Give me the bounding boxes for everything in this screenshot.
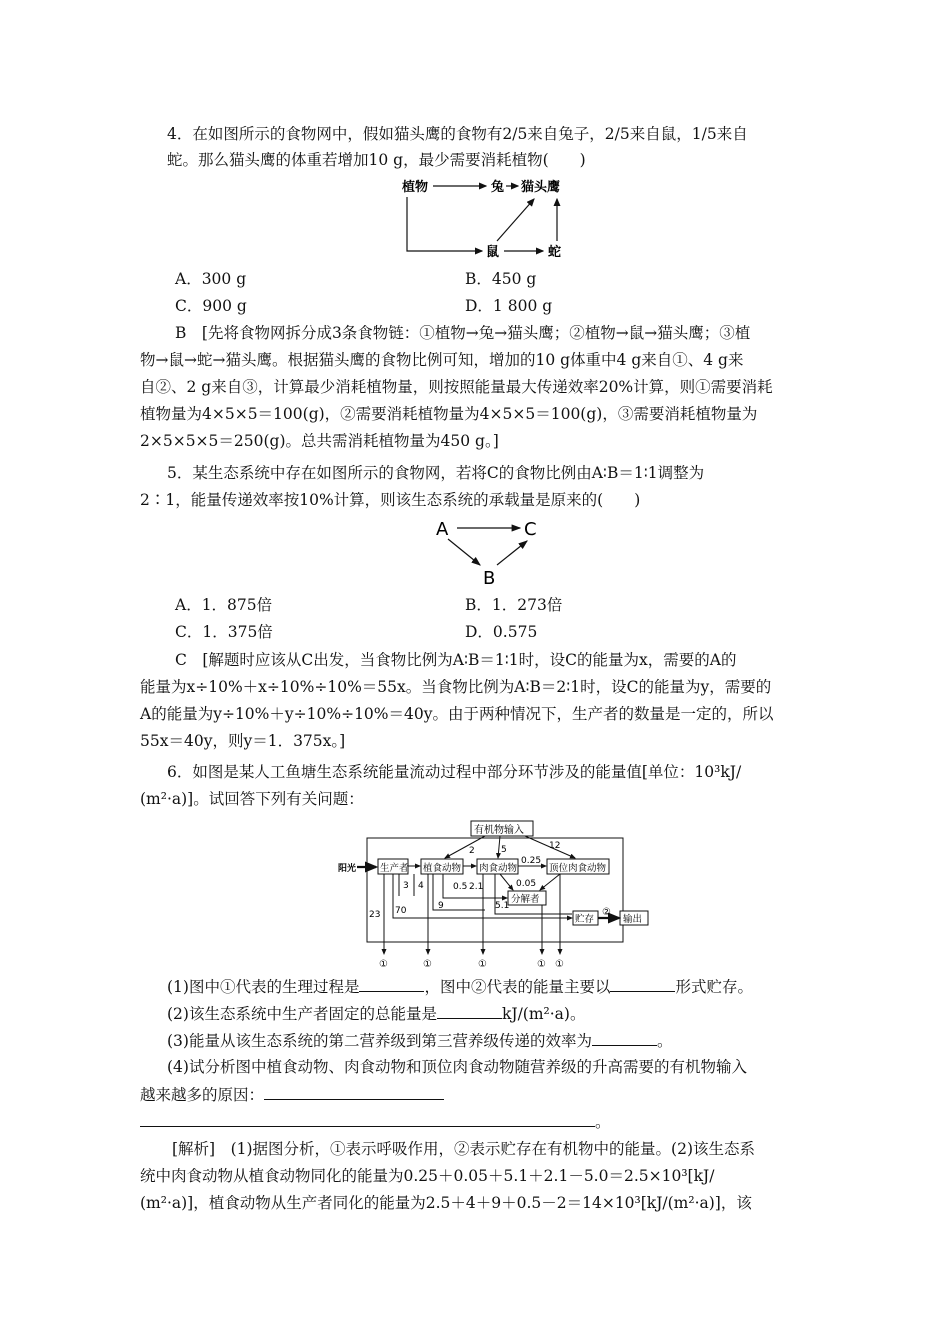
q6-sub4-blank1[interactable] — [264, 1081, 444, 1100]
value-3: 3 — [403, 881, 409, 891]
arrow-mouse-owl — [497, 199, 534, 241]
q6-sub4-line2 — [140, 1081, 444, 1108]
node-b: B — [483, 568, 496, 589]
decomposer-label: 分解者 — [511, 894, 540, 905]
value-025: 0.25 — [521, 856, 542, 866]
arrow-plant-mouse — [407, 197, 482, 251]
q6-sub1 — [167, 973, 753, 1000]
q4-stem-line1: 4．在如图所示的食物网中，假如猫头鹰的食物有2/5来自兔子，2/5来自鼠，1/5来自 — [167, 125, 748, 143]
q6-sub4-line3 — [140, 1108, 611, 1135]
circle1-a: ① — [379, 959, 388, 970]
storage-label: 贮存 — [575, 914, 595, 925]
circle1-b: ① — [423, 959, 432, 970]
q6-energy-flow-diagram — [335, 818, 643, 970]
circle2-label: ② — [602, 907, 611, 918]
q6-sub2-blank[interactable] — [437, 1000, 502, 1019]
value-05: 0.5 — [453, 882, 468, 892]
node-owl: 猫头鹰 — [521, 180, 561, 195]
arrow-input-herbivore — [445, 836, 485, 858]
q6-sub4-end: 。 — [595, 1113, 611, 1131]
q4-answer-line1: B [先将食物网拆分成3条食物链：①植物→兔→猫头鹰；②植物→鼠→猫头鹰；③植 — [175, 324, 751, 342]
q6-sub3-blank[interactable] — [592, 1027, 657, 1046]
arrow-input-carnivore — [498, 836, 500, 858]
q4-option-c: C．900 g — [175, 297, 247, 315]
q6-sub1-blank1[interactable] — [359, 973, 424, 992]
circle1-d: ① — [537, 959, 546, 970]
value-4: 4 — [418, 881, 424, 891]
q5-answer-line3: A的能量为y÷10%＋y÷10%÷10%＝40y。由于两种情况下，生产者的数量是一定的，所以 — [140, 705, 774, 723]
q6-sub1-text-c: 形式贮存。 — [675, 978, 753, 996]
q4-option-a: A．300 g — [175, 270, 247, 288]
q5-stem-line1: 5．某生态系统中存在如图所示的食物网，若将C的食物比例由A∶B＝1∶1调整为 — [167, 464, 705, 482]
q6-sub3-text-a: (3)能量从该生态系统的第二营养级到第三营养级传递的效率为 — [167, 1032, 592, 1050]
node-a: A — [436, 519, 449, 540]
q6-analysis-line1: [解析] (1)据图分析，①表示呼吸作用，②表示贮存在有机物中的能量。(2)该生态系 — [172, 1140, 756, 1158]
q5-answer-line4: 55x＝40y，则y＝1．375x。] — [140, 732, 346, 750]
value-21: 2.1 — [469, 882, 484, 892]
circle1-c: ① — [478, 959, 487, 970]
q4-answer-line2: 物→鼠→蛇→猫头鹰。根据猫头鹰的食物比例可知，增加的10 g体重中4 g来自①、4 g来 — [140, 351, 744, 369]
q6-sub3-text-b: 。 — [656, 1032, 673, 1050]
q5-stem-line2: 2∶1，能量传递效率按10%计算，则该生态系统的承载量是原来的( ) — [140, 491, 641, 509]
top-carnivore-label: 顶位肉食动物 — [549, 863, 607, 874]
producer-label: 生产者 — [380, 863, 409, 874]
arrow-top-decomposer — [540, 874, 560, 890]
q6-sub3 — [167, 1027, 672, 1054]
q5-option-b: B．1．273倍 — [465, 596, 563, 614]
q4-answer-line5: 2×5×5×5＝250(g)。总共需消耗植物量为450 g。] — [140, 432, 499, 450]
arrow-carnivore-decomposer — [500, 874, 513, 890]
q5-option-d: D．0.575 — [465, 623, 538, 641]
q4-option-b: B．450 g — [465, 270, 537, 288]
q4-option-d: D．1 800 g — [465, 297, 553, 315]
node-c: C — [524, 519, 537, 540]
q5-option-a: A．1．875倍 — [175, 596, 273, 614]
q5-answer-line2: 能量为x÷10%＋x÷10%÷10%＝55x。当食物比例为A∶B＝2∶1时，设C的能量为y，需要的 — [140, 678, 772, 696]
node-plant: 植物 — [402, 180, 429, 195]
q6-analysis-line2: 统中肉食动物从植食动物同化的能量为0.25＋0.05＋5.1＋2.1－5.0＝2.5×10³[kJ/ — [140, 1167, 715, 1185]
q6-stem-line1: 6．如图是某人工鱼塘生态系统能量流动过程中部分环节涉及的能量值[单位：10³kJ/ — [167, 763, 742, 781]
q4-answer-line3: 自②、2 g来自③，计算最少消耗植物量，则按照能量最大传递效率20%计算，则①需要消耗 — [140, 378, 773, 396]
node-rabbit: 兔 — [491, 180, 505, 195]
value-23: 23 — [369, 910, 381, 920]
arrow-a-b — [448, 539, 480, 565]
value-005: 0.05 — [516, 879, 537, 889]
q6-analysis-line3: (m²·a)]，植食动物从生产者同化的能量为2.5＋4＋9＋0.5－2＝14×10³[kJ/(m²·a)]，该 — [140, 1194, 752, 1212]
node-mouse: 鼠 — [486, 245, 500, 260]
arrow-b-c — [497, 541, 527, 565]
q6-stem-line2: (m²·a)]。试回答下列有关问题： — [140, 790, 364, 808]
herbivore-label: 植食动物 — [423, 863, 462, 874]
value-2: 2 — [469, 846, 475, 856]
node-snake: 蛇 — [548, 245, 562, 260]
sunlight-label: 阳光 — [338, 864, 357, 874]
q5-food-web-diagram — [432, 515, 547, 590]
q6-sub2-text-b: kJ/(m²·a)。 — [501, 1005, 586, 1023]
value-70: 70 — [395, 906, 407, 916]
circle1-e: ① — [555, 959, 564, 970]
q6-sub1-blank2[interactable] — [610, 973, 675, 992]
q6-sub4-text: 越来越多的原因： — [140, 1086, 265, 1104]
q4-answer-line4: 植物量为4×5×5＝100(g)，②需要消耗植物量为4×5×5＝100(g)，③需要消耗植物量为 — [140, 405, 758, 423]
input-label: 有机物输入 — [474, 825, 524, 836]
q6-sub1-text-a: (1)图中①代表的生理过程是 — [167, 978, 360, 996]
q5-answer-line1: C [解题时应该从C出发，当食物比例为A∶B＝1∶1时，设C的能量为x，需要的A的 — [175, 651, 737, 669]
q5-option-c: C．1．375倍 — [175, 623, 273, 641]
q4-stem-line2: 蛇。那么猫头鹰的体重若增加10 g，最少需要消耗植物( ) — [167, 151, 586, 169]
output-label: 输出 — [623, 914, 643, 925]
q6-sub4-line1: (4)试分析图中植食动物、肉食动物和顶位肉食动物随营养级的升高需要的有机物输入 — [167, 1058, 747, 1076]
q4-food-web-diagram — [400, 175, 575, 265]
q6-sub2 — [167, 1000, 585, 1027]
value-12: 12 — [549, 841, 561, 851]
q6-sub2-text-a: (2)该生态系统中生产者固定的总能量是 — [167, 1005, 437, 1023]
q6-sub4-blank2[interactable] — [140, 1108, 595, 1127]
q6-sub1-text-b: ，图中②代表的能量主要以 — [424, 978, 611, 996]
carnivore-label: 肉食动物 — [479, 863, 518, 874]
value-9: 9 — [438, 901, 444, 911]
value-5: 5 — [501, 845, 507, 855]
value-51: 5.1 — [495, 901, 510, 911]
